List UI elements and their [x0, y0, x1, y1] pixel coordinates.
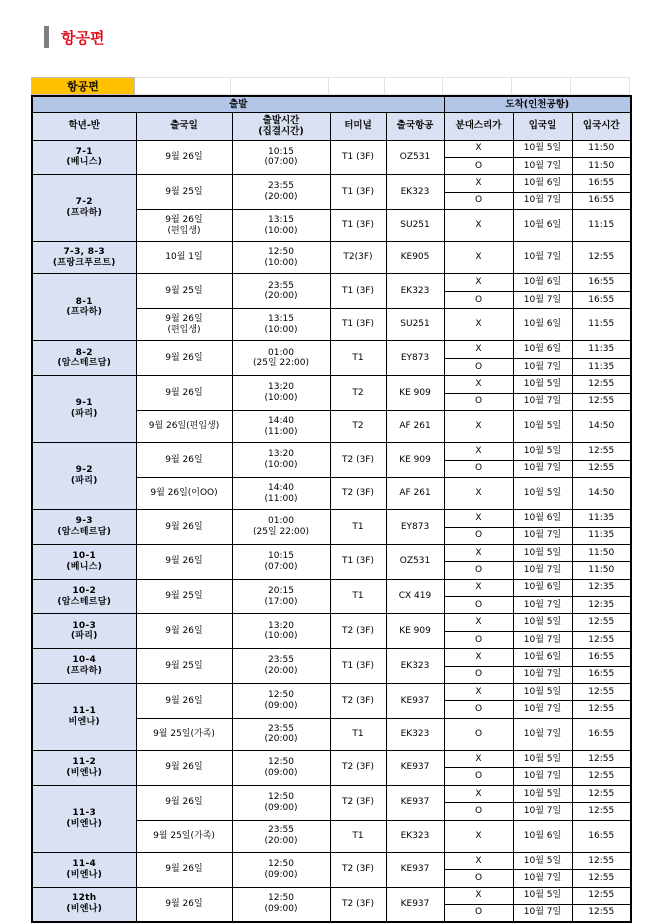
return-date-cell: 10월 5일 — [513, 614, 572, 631]
return-date-cell: 10월 7일 — [513, 242, 572, 274]
outbound-flight-cell: EK323 — [386, 175, 444, 210]
return-date-cell: 10월 7일 — [513, 904, 572, 921]
outbound-flight-cell: KE937 — [386, 852, 444, 887]
mark-cell: X — [444, 477, 513, 509]
outbound-flight-cell: KE937 — [386, 684, 444, 719]
return-date-cell: 10월 7일 — [513, 768, 572, 785]
outbound-flight-cell: SU251 — [386, 309, 444, 341]
mark-cell: O — [444, 393, 513, 410]
departure-date-cell: 9월 25일 — [136, 175, 232, 210]
mark-cell: X — [444, 341, 513, 358]
return-date-cell: 10월 7일 — [513, 527, 572, 544]
return-time-cell: 16:55 — [572, 820, 631, 852]
class-name-cell: 11-4 (비엔나) — [32, 852, 136, 887]
departure-time-cell: 12:50 (09:00) — [232, 785, 330, 820]
class-name-cell: 12th (비엔나) — [32, 887, 136, 922]
return-time-cell: 12:35 — [572, 597, 631, 614]
table-row — [32, 579, 631, 596]
departure-time-cell: 10:15 (07:00) — [232, 140, 330, 175]
return-date-cell: 10월 6일 — [513, 210, 572, 242]
terminal-cell: T1 — [330, 820, 386, 852]
mark-cell: O — [444, 291, 513, 308]
departure-group-header: 출발 — [32, 96, 444, 112]
return-time-cell: 12:55 — [572, 803, 631, 820]
table-row — [32, 510, 631, 527]
return-time-cell: 12:55 — [572, 460, 631, 477]
return-date-cell: 10월 7일 — [513, 597, 572, 614]
terminal-cell: T1 (3F) — [330, 649, 386, 684]
outbound-flight-cell: CX 419 — [386, 579, 444, 614]
return-date-column-header: 입국일 — [513, 112, 572, 140]
mark-cell: O — [444, 631, 513, 648]
return-date-cell: 10월 6일 — [513, 309, 572, 341]
departure-time-cell: 23:55 (20:00) — [232, 175, 330, 210]
return-time-cell: 11:50 — [572, 140, 631, 157]
return-date-cell: 10월 6일 — [513, 341, 572, 358]
terminal-cell: T2 (3F) — [330, 614, 386, 649]
terminal-cell: T1 (3F) — [330, 309, 386, 341]
return-time-cell: 12:55 — [572, 614, 631, 631]
class-name-cell: 9-1 (파리) — [32, 376, 136, 443]
return-time-cell: 16:55 — [572, 274, 631, 291]
mark-cell: O — [444, 527, 513, 544]
terminal-cell: T2 (3F) — [330, 443, 386, 478]
return-date-cell: 10월 5일 — [513, 785, 572, 802]
mark-cell: X — [444, 579, 513, 596]
table-row — [32, 443, 631, 460]
outbound-flight-cell: EK323 — [386, 820, 444, 852]
class-name-cell: 11-2 (비엔나) — [32, 751, 136, 786]
mark-cell: X — [444, 443, 513, 460]
class-name-cell: 7-3, 8-3 (프랑크푸르트) — [32, 242, 136, 274]
return-time-cell: 12:55 — [572, 870, 631, 887]
return-date-cell: 10월 5일 — [513, 443, 572, 460]
departure-time-cell: 13:15 (10:00) — [232, 210, 330, 242]
class-name-cell: 10-2 (암스테르담) — [32, 579, 136, 614]
outbound-flight-cell: EY873 — [386, 341, 444, 376]
outbound-flight-cell: KE 909 — [386, 443, 444, 478]
return-time-cell: 12:55 — [572, 376, 631, 393]
arrival-group-header: 도착(인천공항) — [444, 96, 631, 112]
return-time-cell: 12:55 — [572, 852, 631, 869]
class-name-cell: 11-1 비엔나) — [32, 684, 136, 751]
terminal-cell: T1 (3F) — [330, 544, 386, 579]
return-time-cell: 12:55 — [572, 887, 631, 904]
mark-cell: O — [444, 597, 513, 614]
departure-date-cell: 9월 26일 — [136, 751, 232, 786]
return-date-cell: 10월 5일 — [513, 544, 572, 561]
departure-date-cell: 9월 26일 — [136, 887, 232, 922]
departure-date-cell: 9월 25일 — [136, 579, 232, 614]
outbound-flight-cell: AF 261 — [386, 410, 444, 442]
terminal-cell: T1 (3F) — [330, 140, 386, 175]
departure-time-cell: 12:50 (09:00) — [232, 751, 330, 786]
departure-time-cell: 01:00 (25일 22:00) — [232, 510, 330, 545]
return-time-cell: 12:55 — [572, 242, 631, 274]
page-title: 항공편 — [61, 28, 105, 47]
return-time-cell: 12:35 — [572, 579, 631, 596]
terminal-cell: T1 — [330, 510, 386, 545]
table-row — [32, 544, 631, 561]
class-name-cell: 9-2 (파리) — [32, 443, 136, 510]
mark-cell: X — [444, 242, 513, 274]
mark-cell: X — [444, 309, 513, 341]
mark-cell: X — [444, 210, 513, 242]
return-time-cell: 11:55 — [572, 309, 631, 341]
return-time-cell: 12:55 — [572, 768, 631, 785]
return-date-cell: 10월 5일 — [513, 140, 572, 157]
terminal-cell: T2 — [330, 410, 386, 442]
outbound-flight-cell: EK323 — [386, 649, 444, 684]
outbound-flight-cell: EY873 — [386, 510, 444, 545]
departure-date-cell: 9월 26일 — [136, 376, 232, 411]
outbound-flight-cell: OZ531 — [386, 544, 444, 579]
return-date-cell: 10월 7일 — [513, 192, 572, 209]
return-time-cell: 11:35 — [572, 527, 631, 544]
terminal-cell: T2 (3F) — [330, 751, 386, 786]
return-time-cell: 16:55 — [572, 175, 631, 192]
return-date-cell: 10월 6일 — [513, 274, 572, 291]
mark-column-header: 분대스리가 — [444, 112, 513, 140]
return-date-cell: 10월 6일 — [513, 649, 572, 666]
mark-cell: X — [444, 852, 513, 869]
class-name-cell: 10-3 (파리) — [32, 614, 136, 649]
table-row — [32, 376, 631, 393]
table-row — [32, 341, 631, 358]
return-date-cell: 10월 5일 — [513, 410, 572, 442]
return-date-cell: 10월 7일 — [513, 393, 572, 410]
return-time-cell: 11:15 — [572, 210, 631, 242]
class-name-cell: 9-3 (암스테르담) — [32, 510, 136, 545]
return-date-cell: 10월 5일 — [513, 852, 572, 869]
table-row — [32, 175, 631, 192]
return-time-cell: 12:55 — [572, 904, 631, 921]
departure-date-cell: 9월 26일 — [136, 510, 232, 545]
mark-cell: X — [444, 410, 513, 442]
departure-date-cell: 9월 26일 (편입생) — [136, 210, 232, 242]
return-time-cell: 14:50 — [572, 410, 631, 442]
return-date-cell: 10월 6일 — [513, 510, 572, 527]
departure-time-cell: 12:50 (09:00) — [232, 684, 330, 719]
table-row — [32, 649, 631, 666]
class-name-cell: 11-3 (비엔나) — [32, 785, 136, 852]
return-time-column-header: 입국시간 — [572, 112, 631, 140]
departure-date-cell: 9월 25일 — [136, 649, 232, 684]
mark-cell: X — [444, 376, 513, 393]
departure-time-cell: 13:20 (10:00) — [232, 443, 330, 478]
return-date-cell: 10월 7일 — [513, 666, 572, 683]
return-date-cell: 10월 5일 — [513, 477, 572, 509]
table-row — [32, 684, 631, 701]
return-date-cell: 10월 5일 — [513, 376, 572, 393]
class-name-cell: 7-2 (프라하) — [32, 175, 136, 242]
class-name-cell: 10-4 (프라하) — [32, 649, 136, 684]
departure-date-cell: 10월 1일 — [136, 242, 232, 274]
departure-date-cell: 9월 26일 — [136, 852, 232, 887]
outbound-flight-cell: OZ531 — [386, 140, 444, 175]
return-date-cell: 10월 7일 — [513, 291, 572, 308]
class-name-cell: 7-1 (베니스) — [32, 140, 136, 175]
return-date-cell: 10월 5일 — [513, 887, 572, 904]
section-label: 항공편 — [31, 77, 135, 95]
return-time-cell: 16:55 — [572, 666, 631, 683]
return-date-cell: 10월 6일 — [513, 579, 572, 596]
mark-cell: X — [444, 544, 513, 561]
mark-cell: X — [444, 140, 513, 157]
terminal-column-header: 터미널 — [330, 112, 386, 140]
return-time-cell: 14:50 — [572, 477, 631, 509]
departure-time-cell: 12:50 (10:00) — [232, 242, 330, 274]
return-time-cell: 11:50 — [572, 157, 631, 174]
return-time-cell: 16:55 — [572, 291, 631, 308]
table-row — [32, 852, 631, 869]
mark-cell: O — [444, 157, 513, 174]
return-time-cell: 12:55 — [572, 631, 631, 648]
mark-cell: O — [444, 803, 513, 820]
outbound-flight-cell: KE937 — [386, 887, 444, 922]
terminal-cell: T1 — [330, 579, 386, 614]
return-time-cell: 11:50 — [572, 544, 631, 561]
departure-date-cell: 9월 26일 — [136, 614, 232, 649]
return-date-cell: 10월 5일 — [513, 751, 572, 768]
class-name-cell: 10-1 (베니스) — [32, 544, 136, 579]
return-date-cell: 10월 5일 — [513, 684, 572, 701]
mark-cell: O — [444, 768, 513, 785]
terminal-cell: T1 (3F) — [330, 210, 386, 242]
return-time-cell: 12:55 — [572, 684, 631, 701]
return-date-cell: 10월 7일 — [513, 157, 572, 174]
class-name-cell: 8-2 (암스테르담) — [32, 341, 136, 376]
outbound-flight-cell: KE 909 — [386, 376, 444, 411]
mark-cell: O — [444, 718, 513, 750]
departure-date-cell: 9월 26일(이OO) — [136, 477, 232, 509]
departure-time-cell: 20:15 (17:00) — [232, 579, 330, 614]
flight-table-body — [32, 140, 631, 922]
return-time-cell: 16:55 — [572, 718, 631, 750]
mark-cell: X — [444, 820, 513, 852]
return-date-cell: 10월 6일 — [513, 820, 572, 852]
departure-time-cell: 12:50 (09:00) — [232, 852, 330, 887]
departure-date-cell: 9월 25일 — [136, 274, 232, 309]
mark-cell: X — [444, 175, 513, 192]
mark-cell: O — [444, 562, 513, 579]
departure-date-cell: 9월 25일(가족) — [136, 820, 232, 852]
return-time-cell: 11:35 — [572, 358, 631, 375]
mark-cell: X — [444, 751, 513, 768]
return-time-cell: 12:55 — [572, 785, 631, 802]
departure-time-cell: 12:50 (09:00) — [232, 887, 330, 922]
departure-time-cell: 10:15 (07:00) — [232, 544, 330, 579]
mark-cell: O — [444, 701, 513, 718]
departure-date-cell: 9월 25일(가족) — [136, 718, 232, 750]
departure-date-cell: 9월 26일 — [136, 544, 232, 579]
departure-time-cell: 23:55 (20:00) — [232, 649, 330, 684]
return-date-cell: 10월 6일 — [513, 175, 572, 192]
table-row — [32, 242, 631, 274]
return-time-cell: 11:35 — [572, 341, 631, 358]
return-time-cell: 16:55 — [572, 649, 631, 666]
terminal-cell: T1 — [330, 341, 386, 376]
return-date-cell: 10월 7일 — [513, 358, 572, 375]
outbound-flight-cell: AF 261 — [386, 477, 444, 509]
return-time-cell: 12:55 — [572, 751, 631, 768]
return-time-cell: 12:55 — [572, 701, 631, 718]
mark-cell: O — [444, 666, 513, 683]
page-heading — [44, 26, 104, 48]
departure-time-cell: 14:40 (11:00) — [232, 410, 330, 442]
terminal-cell: T1 (3F) — [330, 175, 386, 210]
outbound-flight-cell: EK323 — [386, 718, 444, 750]
mark-cell: O — [444, 460, 513, 477]
outbound-flight-cell: EK323 — [386, 274, 444, 309]
departure-time-cell: 13:15 (10:00) — [232, 309, 330, 341]
table-row — [32, 785, 631, 802]
return-time-cell: 12:55 — [572, 393, 631, 410]
terminal-cell: T2 (3F) — [330, 477, 386, 509]
return-date-cell: 10월 7일 — [513, 718, 572, 750]
departure-time-cell: 14:40 (11:00) — [232, 477, 330, 509]
table-row — [32, 887, 631, 904]
table-row — [32, 614, 631, 631]
terminal-cell: T1 — [330, 718, 386, 750]
mark-cell: X — [444, 274, 513, 291]
mark-cell: O — [444, 870, 513, 887]
departure-time-cell: 23:55 (20:00) — [232, 718, 330, 750]
table-row — [32, 140, 631, 157]
return-time-cell: 11:35 — [572, 510, 631, 527]
return-time-cell: 11:50 — [572, 562, 631, 579]
mark-cell: X — [444, 785, 513, 802]
terminal-cell: T2(3F) — [330, 242, 386, 274]
departure-time-column-header: 출발시간 (집결시간) — [232, 112, 330, 140]
mark-cell: X — [444, 510, 513, 527]
terminal-cell: T2 (3F) — [330, 887, 386, 922]
heading-marker — [44, 26, 49, 48]
mark-cell: O — [444, 904, 513, 921]
terminal-cell: T2 — [330, 376, 386, 411]
departure-date-column-header: 출국일 — [136, 112, 232, 140]
outbound-flight-cell: SU251 — [386, 210, 444, 242]
return-date-cell: 10월 7일 — [513, 803, 572, 820]
departure-date-cell: 9월 26일 (편입생) — [136, 309, 232, 341]
outbound-flight-cell: KE937 — [386, 751, 444, 786]
class-column-header: 학년-반 — [32, 112, 136, 140]
departure-date-cell: 9월 26일 — [136, 140, 232, 175]
class-name-cell: 8-1 (프라하) — [32, 274, 136, 341]
return-time-cell: 12:55 — [572, 443, 631, 460]
mark-cell: X — [444, 887, 513, 904]
outbound-flight-cell: KE 909 — [386, 614, 444, 649]
mark-cell: O — [444, 192, 513, 209]
departure-date-cell: 9월 26일 — [136, 785, 232, 820]
departure-date-cell: 9월 26일 — [136, 684, 232, 719]
departure-time-cell: 23:55 (20:00) — [232, 820, 330, 852]
outbound-flight-cell: KE905 — [386, 242, 444, 274]
departure-date-cell: 9월 26일 — [136, 443, 232, 478]
mark-cell: X — [444, 649, 513, 666]
mark-cell: X — [444, 614, 513, 631]
mark-cell: O — [444, 358, 513, 375]
mark-cell: X — [444, 684, 513, 701]
terminal-cell: T2 (3F) — [330, 785, 386, 820]
outbound-flight-column-header: 출국항공 — [386, 112, 444, 140]
terminal-cell: T2 (3F) — [330, 684, 386, 719]
return-date-cell: 10월 7일 — [513, 701, 572, 718]
departure-date-cell: 9월 26일 — [136, 341, 232, 376]
table-row — [32, 751, 631, 768]
outbound-flight-cell: KE937 — [386, 785, 444, 820]
table-row — [32, 274, 631, 291]
departure-date-cell: 9월 26일(편입생) — [136, 410, 232, 442]
departure-time-cell: 23:55 (20:00) — [232, 274, 330, 309]
return-date-cell: 10월 7일 — [513, 460, 572, 477]
departure-time-cell: 13:20 (10:00) — [232, 614, 330, 649]
departure-time-cell: 13:20 (10:00) — [232, 376, 330, 411]
return-date-cell: 10월 7일 — [513, 631, 572, 648]
departure-time-cell: 01:00 (25일 22:00) — [232, 341, 330, 376]
terminal-cell: T1 (3F) — [330, 274, 386, 309]
return-date-cell: 10월 7일 — [513, 870, 572, 887]
return-time-cell: 16:55 — [572, 192, 631, 209]
terminal-cell: T2 (3F) — [330, 852, 386, 887]
return-date-cell: 10월 7일 — [513, 562, 572, 579]
flight-table — [31, 95, 632, 923]
